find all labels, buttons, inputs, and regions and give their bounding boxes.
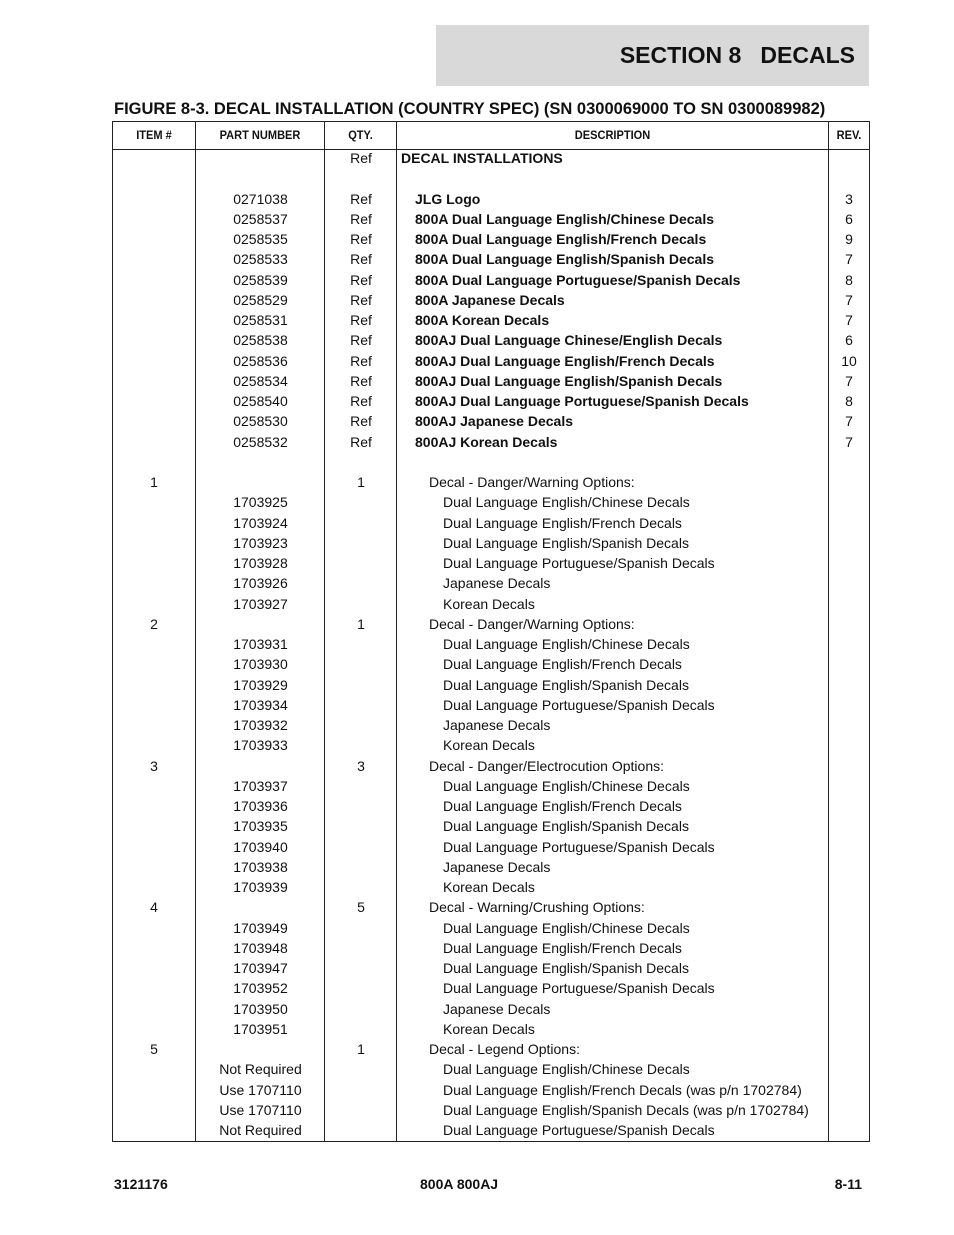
description-cell: Dual Language English/Spanish Decals [443, 960, 689, 976]
table-row [113, 494, 869, 514]
quantity-cell: Ref [350, 332, 372, 349]
header-qty: QTY. [348, 128, 373, 142]
header-item: ITEM # [136, 128, 172, 142]
table-row [113, 758, 869, 778]
part-number-cell: 1703928 [233, 555, 288, 571]
table-row [113, 920, 869, 940]
quantity-cell: Ref [350, 372, 372, 389]
part-number-cell: 0258537 [233, 210, 288, 227]
description-cell: 800A Dual Language English/Chinese Decals [415, 210, 715, 227]
quantity-cell: Ref [350, 210, 372, 227]
description-cell: Korean Decals [443, 595, 535, 612]
quantity-cell: 1 [357, 1041, 365, 1057]
table-row [113, 717, 869, 737]
quantity-cell: Ref [350, 312, 372, 328]
revision-cell: 8 [845, 393, 853, 409]
description-cell: 800A Dual Language Portuguese/Spanish Decals [415, 271, 741, 288]
description-cell: Dual Language English/Chinese Decals [443, 636, 690, 652]
table-row [113, 434, 869, 454]
table-row [113, 839, 869, 859]
table-row [113, 535, 869, 555]
table-row [113, 211, 869, 231]
description-cell: Decal - Legend Options: [429, 1041, 580, 1057]
revision-cell: 7 [845, 312, 853, 328]
table-row [113, 515, 869, 535]
revision-cell: 3 [845, 190, 853, 207]
quantity-cell: Ref [350, 251, 372, 268]
description-cell: Korean Decals [443, 879, 535, 895]
revision-cell: 7 [845, 291, 853, 308]
description-cell: Dual Language English/French Decals [443, 514, 682, 531]
description-cell: Dual Language Portuguese/Spanish Decals [443, 555, 715, 571]
part-number-cell: Not Required [219, 1122, 302, 1138]
part-number-cell: Use 1707110 [219, 1081, 302, 1098]
part-number-cell: 0258533 [233, 251, 288, 268]
table-row [113, 960, 869, 980]
table-row [113, 575, 869, 595]
figure-title: FIGURE 8-3. DECAL INSTALLATION (COUNTRY SPEC) (SN 0300069000 TO SN 0300089982) [114, 100, 826, 118]
description-cell: 800AJ Dual Language Portuguese/Spanish Decals [415, 393, 749, 409]
table-row [113, 373, 869, 393]
item-number-cell: 1 [150, 474, 158, 490]
table-row [113, 292, 869, 312]
description-cell: 800A Dual Language English/Spanish Decals [415, 251, 715, 268]
part-number-cell: 0258530 [233, 413, 288, 430]
table-row [113, 818, 869, 838]
part-number-cell: 1703926 [233, 575, 288, 592]
part-number-cell: 1703951 [233, 1020, 288, 1037]
section-header-box [436, 25, 869, 86]
table-row [113, 697, 869, 717]
description-cell: Decal - Warning/Crushing Options: [429, 899, 645, 916]
footer-model: 800A 800AJ [420, 1176, 499, 1192]
description-cell: Decal - Danger/Electrocution Options: [429, 757, 664, 774]
table-row [113, 1102, 869, 1122]
description-cell: Dual Language English/Spanish Decals (was p/n 1702784) [443, 1101, 809, 1118]
description-cell: Dual Language English/Chinese Decals [443, 919, 690, 936]
description-cell: 800AJ Korean Decals [415, 433, 558, 450]
table-row [113, 332, 869, 352]
item-number-cell: 2 [150, 615, 158, 632]
description-cell: Dual Language English/Spanish Decals [443, 534, 689, 551]
table-row [113, 656, 869, 676]
table-row [113, 1021, 869, 1041]
description-cell: Dual Language English/Chinese Decals [443, 1061, 690, 1078]
quantity-cell: 1 [357, 474, 365, 490]
table-row [113, 596, 869, 616]
part-number-cell: 1703952 [233, 980, 288, 997]
part-number-cell: 1703930 [233, 656, 288, 673]
table-body [113, 150, 869, 1142]
revision-cell: 10 [841, 352, 857, 369]
quantity-cell: Ref [350, 393, 372, 409]
table-row [113, 899, 869, 919]
part-number-cell: Not Required [219, 1061, 302, 1078]
header-rev: REV. [836, 128, 862, 142]
header-part-number: PART NUMBER [219, 128, 301, 142]
revision-cell: 9 [845, 231, 853, 247]
description-cell: 800AJ Dual Language Chinese/English Decals [415, 332, 723, 349]
part-number-cell: 1703933 [233, 737, 288, 754]
description-cell: Dual Language English/Spanish Decals [443, 676, 689, 693]
table-row [113, 879, 869, 899]
part-number-cell: Use 1707110 [219, 1101, 302, 1118]
revision-cell: 7 [845, 433, 853, 450]
part-number-cell: 1703934 [233, 696, 288, 713]
table-row [113, 1122, 869, 1142]
table-row [113, 231, 869, 251]
parts-table [112, 121, 870, 1142]
part-number-cell: 1703950 [233, 1000, 288, 1017]
table-row [113, 413, 869, 433]
quantity-cell: 1 [357, 615, 365, 632]
table-row [113, 980, 869, 1000]
part-number-cell: 1703947 [233, 960, 288, 976]
table-row [113, 798, 869, 818]
part-number-cell: 1703925 [233, 494, 288, 511]
description-cell: Korean Decals [443, 1020, 535, 1037]
quantity-cell: Ref [350, 413, 372, 430]
part-number-cell: 1703927 [233, 595, 288, 612]
description-cell: Japanese Decals [443, 717, 551, 733]
table-row [113, 1001, 869, 1021]
table-row [113, 859, 869, 879]
revision-cell: 7 [845, 251, 853, 268]
part-number-cell: 1703935 [233, 818, 288, 835]
item-number-cell: 4 [150, 899, 158, 916]
description-cell: Dual Language English/French Decals [443, 656, 682, 673]
revision-cell: 6 [845, 210, 853, 227]
description-cell: Dual Language English/French Decals [443, 798, 682, 814]
part-number-cell: 0258535 [233, 231, 288, 247]
table-row [113, 454, 869, 474]
part-number-cell: 1703923 [233, 534, 288, 551]
description-cell: Japanese Decals [443, 1000, 551, 1017]
part-number-cell: 0271038 [233, 190, 288, 207]
part-number-cell: 0258539 [233, 271, 288, 288]
description-cell: 800AJ Dual Language English/Spanish Decals [415, 372, 723, 389]
revision-cell: 7 [845, 413, 853, 430]
quantity-cell: Ref [350, 271, 372, 288]
description-cell: 800A Japanese Decals [415, 291, 565, 308]
description-cell: Dual Language English/French Decals (was p/n 1702784) [443, 1081, 802, 1098]
description-cell: Dual Language Portuguese/Spanish Decals [443, 1122, 715, 1138]
table-row [113, 616, 869, 636]
revision-cell: 7 [845, 372, 853, 389]
part-number-cell: 1703932 [233, 717, 288, 733]
quantity-cell: Ref [350, 231, 372, 247]
quantity-cell: 5 [357, 899, 365, 916]
description-cell: Dual Language Portuguese/Spanish Decals [443, 696, 715, 713]
part-number-cell: 1703940 [233, 838, 288, 855]
part-number-cell: 1703924 [233, 514, 288, 531]
table-row [113, 1041, 869, 1061]
part-number-cell: 0258538 [233, 332, 288, 349]
part-number-cell: 1703937 [233, 777, 288, 794]
table-row [113, 1061, 869, 1081]
description-cell: Japanese Decals [443, 858, 551, 875]
part-number-cell: 1703931 [233, 636, 288, 652]
description-cell: Decal - Danger/Warning Options: [429, 615, 635, 632]
revision-cell: 6 [845, 332, 853, 349]
table-row [113, 778, 869, 798]
item-number-cell: 3 [150, 757, 158, 774]
part-number-cell: 0258532 [233, 433, 288, 450]
description-cell: 800AJ Dual Language English/French Decals [415, 352, 715, 369]
header-description: DESCRIPTION [574, 128, 651, 142]
part-number-cell: 1703949 [233, 919, 288, 936]
footer-page-number: 8-11 [834, 1176, 862, 1192]
description-cell: Dual Language English/French Decals [443, 939, 682, 956]
quantity-cell: Ref [350, 291, 372, 308]
description-cell: Dual Language Portuguese/Spanish Decals [443, 838, 715, 855]
part-number-cell: 1703929 [233, 676, 288, 693]
description-cell: Japanese Decals [443, 575, 551, 592]
table-row [113, 474, 869, 494]
table-row [113, 170, 869, 190]
description-cell: Dual Language English/Chinese Decals [443, 777, 690, 794]
description-cell: Decal - Danger/Warning Options: [429, 474, 635, 490]
part-number-cell: 0258534 [233, 372, 288, 389]
table-row [113, 393, 869, 413]
table-row [113, 312, 869, 332]
table-row [113, 1082, 869, 1102]
part-number-cell: 0258531 [233, 312, 288, 328]
table-row [113, 191, 869, 211]
part-number-cell: 1703939 [233, 879, 288, 895]
quantity-cell: Ref [350, 352, 372, 369]
part-number-cell: 1703948 [233, 939, 288, 956]
table-row [113, 677, 869, 697]
revision-cell: 8 [845, 271, 853, 288]
table-row [113, 555, 869, 575]
table-row [113, 251, 869, 271]
part-number-cell: 1703936 [233, 798, 288, 814]
description-cell: JLG Logo [415, 190, 481, 207]
quantity-cell: Ref [350, 433, 372, 450]
description-cell: DECAL INSTALLATIONS [401, 150, 563, 166]
table-row [113, 272, 869, 292]
part-number-cell: 0258529 [233, 291, 288, 308]
description-cell: 800A Dual Language English/French Decals [415, 231, 707, 247]
part-number-cell: 0258536 [233, 352, 288, 369]
description-cell: 800AJ Japanese Decals [415, 413, 573, 430]
footer-doc-number: 3121176 [114, 1176, 168, 1192]
section-title: SECTION 8 DECALS [619, 42, 855, 68]
quantity-cell: Ref [350, 190, 372, 207]
description-cell: Dual Language English/Chinese Decals [443, 494, 690, 511]
description-cell: Dual Language English/Spanish Decals [443, 818, 689, 835]
quantity-cell: Ref [350, 150, 372, 166]
table-row [113, 737, 869, 757]
table-row [113, 940, 869, 960]
part-number-cell: 1703938 [233, 858, 288, 875]
part-number-cell: 0258540 [233, 393, 288, 409]
description-cell: 800A Korean Decals [415, 312, 550, 328]
description-cell: Korean Decals [443, 737, 535, 754]
table-row [113, 636, 869, 656]
table-row [113, 353, 869, 373]
quantity-cell: 3 [357, 757, 365, 774]
table-row [113, 150, 869, 170]
description-cell: Dual Language Portuguese/Spanish Decals [443, 980, 715, 997]
item-number-cell: 5 [150, 1041, 158, 1057]
